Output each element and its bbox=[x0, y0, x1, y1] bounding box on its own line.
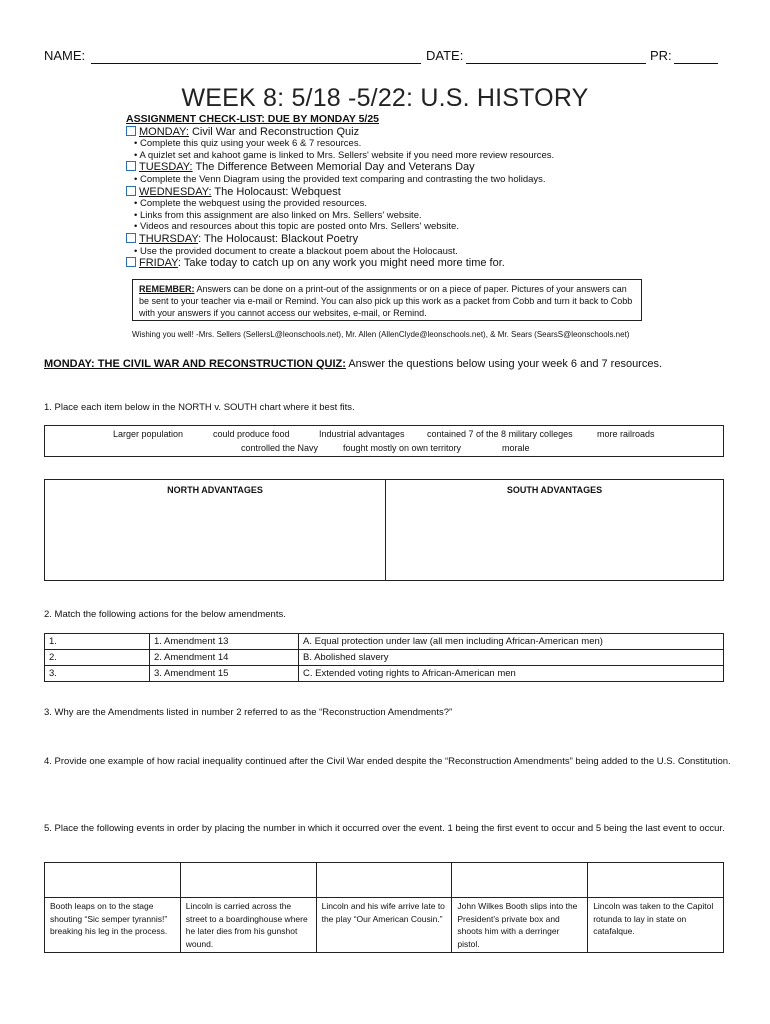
bullet-item: • Complete this quiz using your week 6 & 7 resources. bbox=[134, 138, 362, 150]
order-blank[interactable] bbox=[180, 863, 316, 898]
question-4: 4. Provide one example of how racial inequality continued after the Civil War ended despite the “Reconstruction Amendments” being added to the U.S. Constitution. bbox=[44, 756, 731, 767]
bank-item[interactable]: Larger population bbox=[113, 429, 184, 439]
question-5: 5. Place the following events in order by placing the number in which it occurred over the event. 1 being the first event to occur and 5 being the last event to occur. bbox=[44, 823, 725, 834]
bank-item[interactable]: morale bbox=[502, 443, 530, 453]
bullet-item: • Links from this assignment are also linked on Mrs. Sellers' website. bbox=[134, 209, 422, 221]
action-cell: A. Equal protection under law (all men including African-American men) bbox=[299, 634, 724, 650]
bank-item[interactable]: more railroads bbox=[597, 429, 655, 439]
day-task: : The Holocaust: Blackout Poetry bbox=[198, 232, 359, 245]
name-field[interactable] bbox=[91, 63, 421, 64]
name-label: NAME: bbox=[44, 48, 86, 63]
event-cell: Lincoln was taken to the Capitol rotunda to lay in state on catafalque. bbox=[588, 898, 724, 953]
action-cell: C. Extended voting rights to African-American men bbox=[299, 666, 724, 682]
checkbox-icon[interactable] bbox=[126, 161, 136, 171]
events-order-table bbox=[44, 862, 724, 953]
monday-section-heading bbox=[44, 355, 734, 373]
monday-intro: Answer the questions below using your week 6 and 7 resources. bbox=[345, 358, 663, 370]
bullet-item: • Complete the Venn Diagram using the provided text comparing and contrasting the two holidays. bbox=[134, 173, 546, 185]
answer-blank[interactable]: 3. bbox=[45, 666, 150, 682]
answer-blank[interactable]: 2. bbox=[45, 650, 150, 666]
bank-item[interactable]: fought mostly on own territory bbox=[343, 443, 462, 453]
event-cell: Lincoln and his wife arrive late to the play “Our American Cousin.” bbox=[316, 898, 452, 953]
order-blank[interactable] bbox=[588, 863, 724, 898]
checklist-heading: ASSIGNMENT CHECK-LIST: DUE BY MONDAY 5/25 bbox=[126, 113, 380, 125]
word-bank bbox=[44, 425, 724, 457]
day-label: WEDNESDAY: bbox=[139, 185, 212, 198]
remember-box bbox=[132, 279, 642, 321]
day-task: The Holocaust: Webquest bbox=[211, 185, 341, 198]
wishing-note: Wishing you well! -Mrs. Sellers (SellersL@leonschools.net), Mr. Allen (AllenClyde@leonschools.net), & Mr. Sears (SearsS@leonschools.net) bbox=[132, 330, 630, 339]
order-blank[interactable] bbox=[45, 863, 181, 898]
bank-item[interactable]: Industrial advantages bbox=[319, 429, 405, 439]
checklist-wednesday bbox=[126, 186, 726, 199]
day-task: : Take today to catch up on any work you might need more time for. bbox=[177, 257, 505, 270]
bullet-item: • A quizlet set and kahoot game is linked to Mrs. Sellers' website if you need more review resources. bbox=[134, 149, 555, 161]
action-cell: B. Abolished slavery bbox=[299, 650, 724, 666]
checkbox-icon[interactable] bbox=[126, 233, 136, 243]
south-advantages-column[interactable] bbox=[386, 480, 723, 580]
assignment-checklist bbox=[126, 114, 726, 270]
amendment-cell: 2. Amendment 14 bbox=[150, 650, 299, 666]
order-blank-row bbox=[45, 863, 724, 898]
advantages-chart bbox=[44, 479, 724, 581]
order-blank[interactable] bbox=[452, 863, 588, 898]
order-blank[interactable] bbox=[316, 863, 452, 898]
bullet-item: • Use the provided document to create a blackout poem about the Holocaust. bbox=[134, 245, 458, 257]
table-row bbox=[45, 634, 724, 650]
south-header: SOUTH ADVANTAGES bbox=[506, 485, 603, 495]
pr-label: PR: bbox=[650, 48, 672, 63]
monday-heading: MONDAY: THE CIVIL WAR AND RECONSTRUCTION QUIZ: bbox=[44, 358, 346, 370]
north-header: NORTH ADVANTAGES bbox=[167, 485, 263, 495]
events-row bbox=[45, 898, 724, 953]
question-1: 1. Place each item below in the NORTH v. SOUTH chart where it best fits. bbox=[44, 402, 355, 413]
day-label: TUESDAY: bbox=[139, 161, 193, 174]
table-row bbox=[45, 666, 724, 682]
question-3: 3. Why are the Amendments listed in number 2 referred to as the “Reconstruction Amendments?” bbox=[44, 707, 453, 718]
table-row bbox=[45, 650, 724, 666]
remember-label: REMEMBER: bbox=[139, 284, 195, 294]
day-label: THURSDAY bbox=[139, 232, 199, 245]
bullet-item: • Complete the webquest using the provided resources. bbox=[134, 198, 368, 210]
checkbox-icon[interactable] bbox=[126, 257, 136, 267]
checkbox-icon[interactable] bbox=[126, 126, 136, 136]
north-advantages-column[interactable] bbox=[45, 480, 386, 580]
remember-text: Answers can be done on a print-out of the assignments or on a piece of paper. Pictures of your answers can be sent to your teacher via e-mail or Remind. You can also pick up this work as a packet from Cobb and turn it back to Cobb with your answers if you cannot access our websites, e-mail, or Remind. bbox=[139, 284, 633, 318]
bullet-item: • Videos and resources about this topic are posted onto Mrs. Sellers' website. bbox=[134, 221, 459, 233]
bank-item[interactable]: could produce food bbox=[213, 429, 290, 439]
amendment-cell: 3. Amendment 15 bbox=[150, 666, 299, 682]
event-cell: Booth leaps on to the stage shouting “Sic semper tyrannis!” breaking his leg in the process. bbox=[45, 898, 181, 953]
amendment-cell: 1. Amendment 13 bbox=[150, 634, 299, 650]
pr-field[interactable] bbox=[674, 63, 718, 64]
amendments-table bbox=[44, 633, 724, 682]
date-label: DATE: bbox=[426, 48, 464, 63]
checklist-friday bbox=[126, 257, 726, 270]
day-task: Civil War and Reconstruction Quiz bbox=[188, 125, 360, 138]
checkbox-icon[interactable] bbox=[126, 186, 136, 196]
checklist-thursday bbox=[126, 233, 726, 246]
bank-item[interactable]: controlled the Navy bbox=[241, 443, 319, 453]
day-label: MONDAY: bbox=[139, 125, 189, 138]
date-field[interactable] bbox=[466, 63, 646, 64]
page-title: WEEK 8: 5/18 -5/22: U.S. HISTORY bbox=[181, 84, 589, 112]
bank-item[interactable]: contained 7 of the 8 military colleges bbox=[427, 429, 573, 439]
event-cell: John Wilkes Booth slips into the President’s private box and shoots him with a derringer pistol. bbox=[452, 898, 588, 953]
day-label: FRIDAY bbox=[139, 257, 178, 270]
question-2: 2. Match the following actions for the below amendments. bbox=[44, 609, 286, 620]
day-task: The Difference Between Memorial Day and Veterans Day bbox=[192, 161, 475, 174]
answer-blank[interactable]: 1. bbox=[45, 634, 150, 650]
checklist-monday bbox=[126, 126, 726, 139]
event-cell: Lincoln is carried across the street to a boardinghouse where he later dies from his gunshot wound. bbox=[180, 898, 316, 953]
checklist-tuesday bbox=[126, 161, 726, 174]
